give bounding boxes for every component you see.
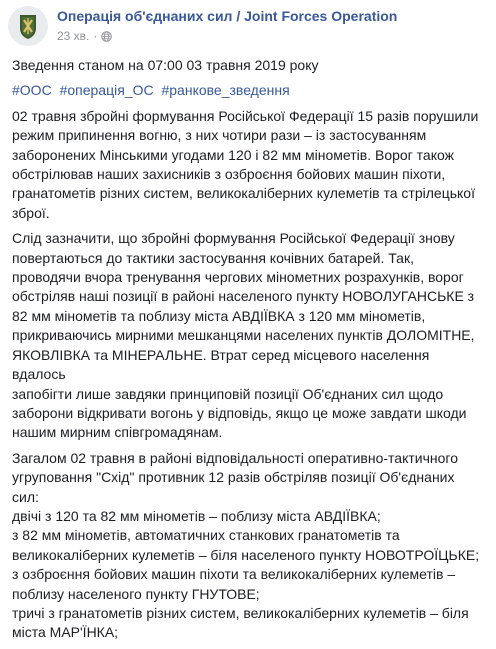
hashtags [12,81,486,100]
text-line: повертаються до тактики застосування кочівних батарей. Так, [12,249,414,266]
text-line: угруповання "Схід" противник 12 разів обстріляв позиції Об'єднаних [12,469,455,486]
globe-icon[interactable] [101,31,112,42]
text-line: з озброєння бойових машин піхоти та великокаліберних кулеметів – [12,566,456,583]
text-line: запобігти лише завдяки принциповій позиції Об'єднаних сил щодо [12,385,444,402]
text-line: заборони відкривати вогонь у відповідь, якщо це може завдати шкоди [12,404,467,421]
hashtag-oos[interactable]: #ООС [12,82,52,99]
paragraph-east-sector-summary [12,449,486,643]
text-line: поблизу населеного пункту ГНУТОВЕ; [12,585,260,602]
paragraph-ceasefire-violations [12,107,486,223]
jfo-emblem-icon [8,6,48,46]
page-name-link[interactable]: Операція об'єднаних сил / Joint Forces Operation [57,8,398,24]
post-body [12,56,486,649]
text-line: великокаліберних кулеметів – біля населеного пункту НОВОТРОЇЦЬКЕ; [12,546,480,563]
text-line: Слід зазначити, що збройні формування Російської Федерації знову [12,230,455,247]
text-line: міста МАР'ЇНКА; [12,624,119,641]
post-header [8,6,488,46]
text-line: двічі з 120 та 82 мм мінометів – поблизу міста АВДІЇВКА; [12,507,381,524]
text-line: Загалом 02 травня в районі відповідальності оперативно-тактичного [12,449,458,466]
hashtag-morning-report[interactable]: #ранкове_зведення [161,82,290,99]
text-line: прикриваючись мирними мешканцями населених пунктів ДОЛОМІТНЕ, [12,327,475,344]
text-line: 02 травня збройні формування Російської Федерації 15 разів порушили [12,107,479,124]
avatar[interactable] [8,6,48,46]
paragraph-nomadic-batteries [12,229,486,442]
post-time[interactable]: 23 хв. [57,29,90,43]
post-meta [57,29,112,43]
text-line: обстріляв наші позиції в районі населеного пункту НОВОЛУГАНСЬКЕ з [12,288,475,305]
text-line: гранатометів різних систем, великокаліберних кулеметів та стрілецької [12,185,475,202]
meta-separator: · [93,29,98,43]
text-line: нашим мирним співгромадянам. [12,424,223,441]
text-line: з 82 мм мінометів, автоматичних станкових гранатометів та [12,527,400,544]
text-line: заборонених Мінськими угодами 120 і 82 мм мінометів. Ворог також [12,146,454,163]
text-line: сил: [12,488,39,505]
text-line: 82 мм мінометів та поблизу міста АВДІЇВКА з 120 мм мінометів, [12,307,426,324]
text-line: проводячи вчора тренування чергових мінометних розрахунків, ворог [12,269,464,286]
hashtag-operation[interactable]: #операція_ОС [59,82,154,99]
text-line: режим припинення вогню, з них чотири рази – із застосуванням [12,127,427,144]
text-line: обстрілював наших захисників з озброєння бойових машин піхоти, [12,166,446,183]
post-title: Зведення станом на 07:00 03 травня 2019 року [12,57,319,73]
text-line: ЯКОВЛІВКА та МІНЕРАЛЬНЕ. Втрат серед місцевого населення вдалось [12,346,430,383]
text-line: зброї. [12,204,50,221]
text-line: тричі з гранатометів різних систем, великокаліберних кулеметів – біля [12,604,469,621]
